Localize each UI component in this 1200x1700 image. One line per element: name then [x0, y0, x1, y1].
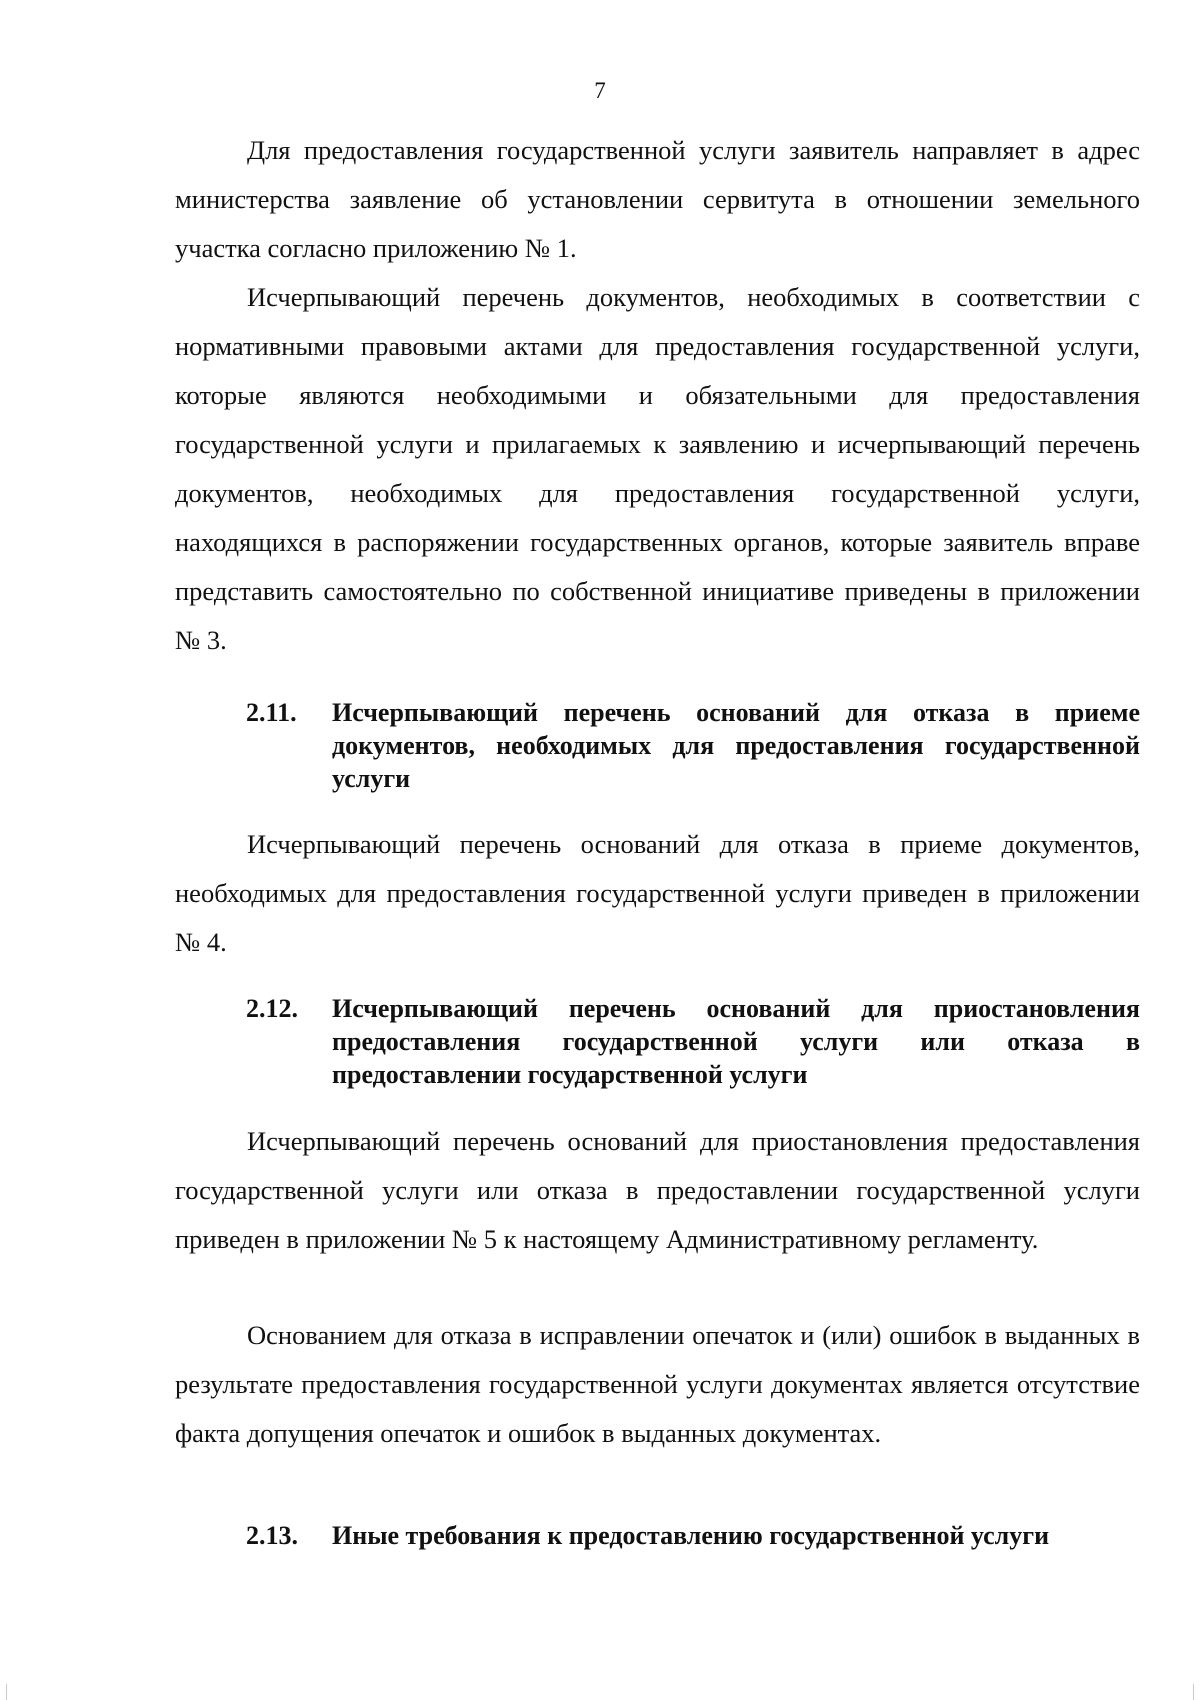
paragraph-application-submission: Для предоставления государственной услуги заявитель направляет в адрес министерства заявление об установлении сервитута в отношении земельного участка согласно приложению № 1. — [175, 135, 1140, 263]
section-number: 2.11. — [246, 698, 297, 727]
section-heading-2-12 — [246, 992, 1140, 1091]
section-title: Иные требования к предоставлению государственной услуги — [332, 1521, 1050, 1550]
paragraph-correction-refusal: Основанием для отказа в исправлении опечаток и (или) ошибок в выданных в результате предоставления государственной услуги документах является отсутствие факта допущения опечаток и ошибок в выданных документах. — [175, 1320, 1140, 1448]
paragraph-suspension-grounds: Исчерпывающий перечень оснований для приостановления предоставления государственной услуги или отказа в предоставлении государственной услуги приведен в приложении № 5 к настоящему Административному регламенту. — [175, 1126, 1140, 1254]
section-title: Исчерпывающий перечень оснований для отказа в приеме документов, необходимых для предоставления государственной услуги — [332, 698, 1140, 793]
section-number: 2.13. — [246, 1521, 298, 1550]
page-number: 7 — [594, 78, 606, 103]
section-title: Исчерпывающий перечень оснований для приостановления предоставления государственной услуги или отказа в предоставлении государственной услуги — [332, 994, 1140, 1089]
scan-edge-mark-right — [1193, 1684, 1194, 1700]
paragraph-refusal-grounds: Исчерпывающий перечень оснований для отказа в приеме документов, необходимых для предоставления государственной услуги приведен в приложении № 4. — [175, 829, 1140, 957]
section-heading-2-13 — [246, 1519, 1140, 1552]
section-number: 2.12. — [246, 994, 298, 1023]
scan-edge-mark-left — [6, 1684, 7, 1700]
paragraph-documents-list: Исчерпывающий перечень документов, необходимых в соответствии с нормативными правовыми актами для предоставления государственной услуги, которые являются необходимыми и обязательными для предоставления государственной услуги и прилагаемых к заявлению и исчерпывающий перечень документов, необходимых для предоставления государственной услуги, находящихся в распоряжении государственных органов, которые заявитель вправе представить самостоятельно по собственной инициативе приведены в приложении № 3. — [175, 282, 1140, 655]
section-heading-2-11 — [246, 696, 1140, 795]
